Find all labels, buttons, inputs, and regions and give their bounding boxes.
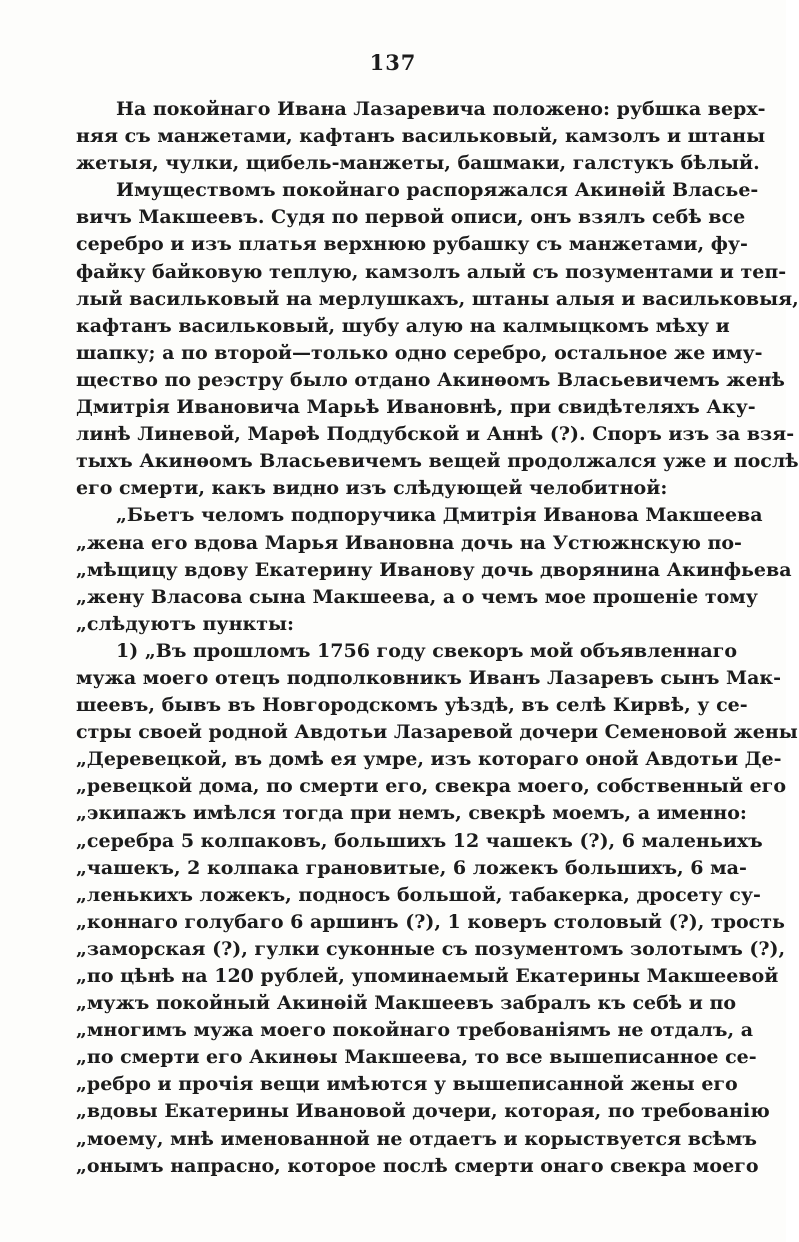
text-line: шапку; а по второй—только одно серебро, остальное же иму- bbox=[76, 341, 763, 364]
text-line: файку байковую теплую, камзолъ алый съ позументами и теп- bbox=[76, 260, 787, 283]
text-line: „многимъ мужа моего покойнаго требованіямъ не отдалъ, а bbox=[76, 1019, 754, 1042]
text-line: Имуществомъ покойнаго распоряжался Акинѳій Власье- bbox=[116, 179, 759, 202]
text-line: „онымъ напрасно, которое послѣ смерти онаго свекра моего bbox=[76, 1154, 759, 1177]
text-line: „чашекъ, 2 колпака грановитые, 6 ложекъ большихъ, 6 ма- bbox=[76, 856, 747, 879]
text-line: лый васильковый на мерлушкахъ, штаны алыя и васильковыя, bbox=[76, 287, 799, 310]
text-line: „жену Власова сына Макшеева, а о чемъ мое прошеніе тому bbox=[76, 585, 758, 608]
text-line: стры своей родной Авдотьи Лазаревой дочери Семеновой жены bbox=[76, 721, 798, 744]
text-line: линѣ Линевой, Марѳѣ Поддубской и Аннѣ (?). Споръ изъ за взя- bbox=[76, 423, 795, 446]
text-line: шеевъ, бывъ въ Новгородскомъ уѣздѣ, въ селѣ Кирвѣ, у се- bbox=[76, 694, 748, 717]
text-line: „ребро и прочія вещи имѣются у вышеписанной жены его bbox=[76, 1073, 738, 1096]
text-line: На покойнаго Ивана Лазаревича положено: рубшка верх- bbox=[116, 98, 766, 120]
text-line: „по цѣнѣ на 120 рублей, упоминаемый Екатерины Макшеевой bbox=[76, 965, 779, 987]
text-line: няя съ манжетами, кафтанъ васильковый, камзолъ и штаны bbox=[76, 125, 766, 148]
page-number: 137 bbox=[369, 50, 417, 75]
text-line: „мужъ покойный Акинѳій Макшеевъ забралъ къ себѣ и по bbox=[76, 992, 737, 1015]
text-line: „моему, мнѣ именованной не отдаетъ и корыствуется всѣмъ bbox=[76, 1127, 757, 1150]
text-line: 1) „Въ прошломъ 1756 году свекоръ мой объявленнаго bbox=[116, 639, 737, 662]
text-line: тыхъ Акинѳомъ Власьевичемъ вещей продолжался уже и послѣ bbox=[76, 450, 799, 473]
text-line: „серебра 5 колпаковъ, большихъ 12 чашекъ (?), 6 маленьихъ bbox=[76, 829, 763, 852]
body-text bbox=[76, 96, 799, 1180]
text-line: Дмитрія Ивановича Марьѣ Ивановнѣ, при свидѣтеляхъ Аку- bbox=[76, 396, 756, 419]
text-line: „экипажъ имѣлся тогда при немъ, свекрѣ моемъ, а именно: bbox=[76, 802, 747, 825]
text-line: „вдовы Екатерины Ивановой дочери, которая, по требованію bbox=[76, 1100, 770, 1123]
text-line: серебро и изъ платья верхнюю рубашку съ манжетами, фу- bbox=[76, 233, 748, 256]
text-line: жетыя, чулки, щибель-манжеты, башмаки, галстукъ бѣлый. bbox=[76, 152, 760, 175]
text-line: „мѣщицу вдову Екатерину Иванову дочь дворянина Акинфьева bbox=[76, 558, 792, 581]
text-line: „ленькихъ ложекъ, подносъ большой, табакерка, дросету су- bbox=[76, 883, 761, 906]
text-line: его смерти, какъ видно изъ слѣдующей челобитной: bbox=[76, 477, 668, 500]
text-line: „по смерти его Акинѳы Макшеева, то все вышеписанное се- bbox=[76, 1046, 757, 1069]
text-line: вичъ Макшеевъ. Судя по первой описи, онъ взялъ себѣ все bbox=[76, 206, 746, 229]
text-line: „жена его вдова Марья Ивановна дочь на Устюжнскую по- bbox=[76, 531, 742, 554]
text-line: щество по реэстру было отдано Акинѳомъ Власьевичемъ женѣ bbox=[76, 368, 785, 391]
text-line: „заморская (?), гулки суконные съ позументомъ золотымъ (?), bbox=[76, 937, 786, 960]
text-line: мужа моего отецъ подполковникъ Иванъ Лазаревъ сынъ Мак- bbox=[76, 666, 781, 689]
text-line: „Бьетъ челомъ подпоручика Дмитрія Иванова Макшеева bbox=[116, 504, 763, 527]
text-line: „ревецкой дома, по смерти его, свекра моего, собственный его bbox=[76, 775, 786, 798]
text-line: „Деревецкой, въ домѣ ея умре, изъ котораго оной Авдотьи Де- bbox=[76, 748, 782, 771]
text-line: „слѣдуютъ пункты: bbox=[76, 612, 295, 635]
text-line: „коннаго голубаго 6 аршинъ (?), 1 коверъ столовый (?), трость bbox=[76, 910, 785, 933]
text-line: кафтанъ васильковый, шубу алую на калмыцкомъ мѣху и bbox=[76, 314, 730, 337]
